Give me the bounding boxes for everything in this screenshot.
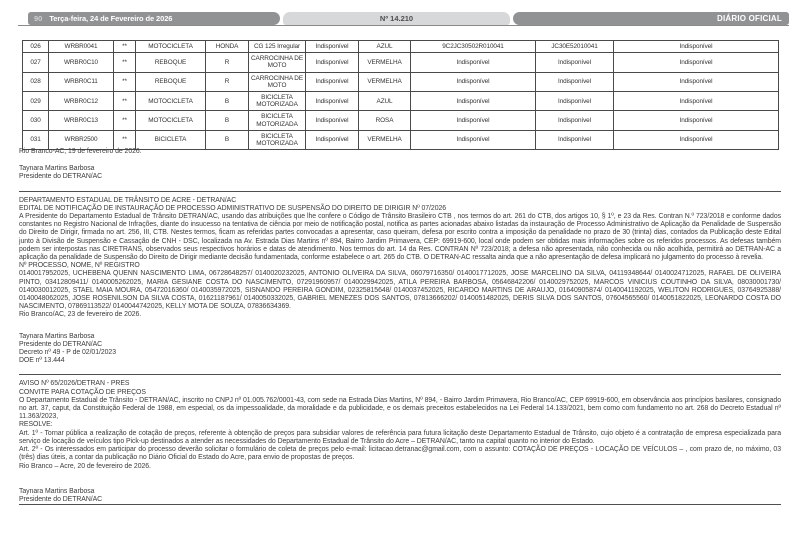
signatory-title: Presidente do DETRAN/AC	[19, 173, 103, 181]
table-cell: REBOQUE	[136, 53, 206, 72]
table-cell: WRBR0C12	[49, 92, 114, 111]
place-date-line: Rio Branco – Acre, 20 de fevereiro de 2026.	[19, 462, 151, 470]
gazette-title: DIÁRIO OFICIAL	[716, 14, 782, 23]
edition-number: Nº 14.210	[379, 14, 414, 23]
table-cell: 030	[23, 111, 49, 130]
table-row	[23, 72, 779, 91]
table-cell: **	[114, 92, 136, 111]
table-cell: Indisponível	[614, 130, 779, 149]
table-cell: MOTOCICLETA	[136, 111, 206, 130]
table-cell: Indisponível	[306, 130, 359, 149]
table-cell: Indisponível	[614, 92, 779, 111]
table-cell: Indisponível	[411, 72, 536, 91]
section-divider	[19, 374, 781, 375]
table-cell: Indisponível	[306, 72, 359, 91]
aviso-art2: Art. 2º - Os interessados em participar do processo deverão solicitar o formulário de coleta de preços pelo e-mail: licitacao.detranac@gmail.com, com o assunto: COTAÇÃO DE PREÇOS - LOCAÇÃO DE VEÍCULOS – , com prazo de, no máximo, 03 (três) dias úteis, a contar da publicação no Diário Oficial do Estado do Acre, para envio de propostas de preços.	[19, 446, 781, 462]
table-cell: Indisponível	[536, 130, 614, 149]
table-cell: WRBR0C11	[49, 72, 114, 91]
table-cell: 029	[23, 92, 49, 111]
table-row	[23, 111, 779, 130]
table-cell: Indisponível	[536, 111, 614, 130]
table-cell: VERMELHA	[359, 130, 411, 149]
gazette-date: Terça-feira, 24 de Fevereiro de 2026	[49, 14, 173, 23]
vehicle-table	[22, 40, 779, 150]
table-cell: 9C2JC30502R010041	[411, 41, 536, 53]
masthead-title-segment	[513, 12, 789, 25]
document-body	[19, 148, 781, 505]
table-cell: CARROCINHA DE MOTO	[249, 72, 306, 91]
table-cell: R	[206, 72, 249, 91]
table-cell: HONDA	[206, 41, 249, 53]
table-cell: **	[114, 72, 136, 91]
table-cell: CG 125 Irregular	[249, 41, 306, 53]
table-row	[23, 130, 779, 149]
table-cell: Indisponível	[536, 72, 614, 91]
section-divider	[19, 504, 781, 505]
table-cell: Indisponível	[614, 72, 779, 91]
table-row	[23, 53, 779, 72]
table-cell: **	[114, 111, 136, 130]
signatory-decree: Decreto nº 49 - P de 02/01/2023	[19, 349, 116, 357]
table-cell: CARROCINHA DE MOTO	[249, 53, 306, 72]
masthead-edition-segment	[283, 12, 510, 25]
table-cell: VERMELHA	[359, 72, 411, 91]
table-cell: AZUL	[359, 92, 411, 111]
table-cell: 031	[23, 130, 49, 149]
table-cell: MOTOCICLETA	[136, 92, 206, 111]
table-cell: MOTOCICLETA	[136, 41, 206, 53]
table-cell: Indisponível	[306, 92, 359, 111]
signatory-name: Taynara Martins Barbosa	[19, 332, 95, 340]
section-divider	[19, 191, 781, 192]
edital-title: EDITAL DE NOTIFICAÇÃO DE INSTAURAÇÃO DE PROCESSO ADMINISTRATIVO DE SUSPENSÃO DO DIREITO DE DIRIGIR Nº 07/2026	[19, 204, 447, 212]
table-cell: BICICLETA	[136, 130, 206, 149]
table-cell: VERMELHA	[359, 53, 411, 72]
table-cell: **	[114, 41, 136, 53]
table-cell: 026	[23, 41, 49, 53]
aviso-number: AVISO Nº 65/2026/DETRAN - PRES	[19, 380, 130, 388]
table-cell: REBOQUE	[136, 72, 206, 91]
table-cell: BICICLETA MOTORIZADA	[249, 130, 306, 149]
edital-section	[19, 197, 781, 366]
table-cell: R	[206, 53, 249, 72]
process-list-header: Nº PROCESSO, NOME, Nº REGISTRO	[19, 262, 140, 270]
table-row	[23, 41, 779, 53]
table-cell: Indisponível	[411, 130, 536, 149]
table-cell: B	[206, 111, 249, 130]
resolve-label: RESOLVE:	[19, 421, 53, 429]
signature-block	[19, 165, 781, 181]
table-cell: 027	[23, 53, 49, 72]
signature-block	[19, 333, 781, 366]
place-date-line: Rio Branco/AC, 23 de fevereiro de 2026.	[19, 311, 142, 319]
table-cell: B	[206, 92, 249, 111]
table-cell: **	[114, 130, 136, 149]
signatory-doe: DOE nº 13.444	[19, 357, 65, 365]
signature-block	[19, 488, 781, 504]
table-cell: WRBR2500	[49, 130, 114, 149]
table-cell: Indisponível	[614, 53, 779, 72]
process-list: 0140017952025, UCHEBENA QUENN NASCIMENTO LIMA, 06728648257/ 0140020232025, ANTONIO OLIVEIRA DA SILVA, 06079716350/ 0140017712025, JOSE MARCELINO DA SILVA, 04119348644/ 0140024712025, RAFAEL DE OLIVEIRA PINTO, 03412809411/ 0140005262025, MARIA GESIANE COSTA DO NASCIMENTO, 07291960957/ 0140029942025, ATILA PEREIRA BARBOSA, 05646842206/ 0140029752025, MARCOS VINICIUS COUTINHO DA SILVA, 08030001730/ 0140030012025, STAEL MAIA MOURA, 05472016360/ 0140035972025, SISNANDO PEREIRA GONDIM, 02325815648/ 0140037452025, RICARDO MARTINS DE ARAUJO, 01640905874/ 0140041192025, WELITON RODRIGUES, 03764925388/ 0140048062025, JOSE ROSENILSON DA SILVA COSTA, 01621187961/ 0140050332025, GABRIEL MENEZES DOS SANTOS, 07813666202/ 0140051482025, DERIS SILVA DOS SANTOS, 07604565560/ 0140051822025, LEONARDO COSTA DO NASCIMENTO, 07869113522/ 0140044742025, KELLY MOTA DE SOUZA, 07836634369.	[19, 270, 781, 311]
table-cell: WRBR0C13	[49, 111, 114, 130]
table-cell: B	[206, 130, 249, 149]
signatory-name: Taynara Martins Barbosa	[19, 165, 95, 173]
table-cell: Indisponível	[614, 111, 779, 130]
signatory-title: Presidente do DETRAN/AC	[19, 495, 103, 503]
table-cell: ROSA	[359, 111, 411, 130]
table-cell: Indisponível	[614, 41, 779, 53]
table-cell: BICICLETA MOTORIZADA	[249, 111, 306, 130]
masthead-date-segment	[28, 12, 280, 25]
masthead-bar	[0, 12, 793, 26]
table-cell: Indisponível	[306, 111, 359, 130]
table-cell: Indisponível	[306, 53, 359, 72]
department-heading: DEPARTAMENTO ESTADUAL DE TRÂNSITO DE ACRE - DETRAN/AC	[19, 196, 237, 204]
table-cell: AZUL	[359, 41, 411, 53]
masthead-baseline	[18, 25, 789, 26]
aviso-title: CONVITE PARA COTAÇÃO DE PREÇOS	[19, 388, 146, 396]
aviso-section	[19, 380, 781, 504]
place-date-line: Rio Branco-AC, 19 de fevereiro de 2026.	[19, 148, 142, 155]
table-cell: BICICLETA MOTORIZADA	[249, 92, 306, 111]
table-cell: WRBR0041	[49, 41, 114, 53]
signatory-name: Taynara Martins Barbosa	[19, 487, 95, 495]
table-row	[23, 92, 779, 111]
aviso-intro: O Departamento Estadual de Trânsito - DETRAN/AC, inscrito no CNPJ nº 01.005.762/0001-43, com sede na Estrada Dias Martins, Nº 894, - Bairro Jardim Primavera, Rio Branco/AC, CEP 69919-600, em observância aos princípios basilares, consignado no art. 37, caput, da Constituição Federal de 1988, em especial, os da impessoalidade, da moralidade e da publicidade, e os demais preceitos estabelecidos na Lei Federal 14.133/2021, bem como com fundamento no art. 268 do Decreto Estadual nº 11.363/2023,	[19, 396, 781, 421]
signatory-title: Presidente do DETRAN/AC	[19, 340, 103, 348]
table-cell: Indisponível	[411, 92, 536, 111]
table-cell: **	[114, 53, 136, 72]
table-cell: Indisponível	[411, 111, 536, 130]
table-cell: Indisponível	[536, 53, 614, 72]
table-cell: WRBR0C10	[49, 53, 114, 72]
edital-body: A Presidente do Departamento Estadual de Trânsito DETRAN/AC, usando das atribuições que lhe confere o Código de Trânsito Brasileiro CTB , nos termos do art. 261 do CTB, dos artigos 10, § 1º, e 23 da Res. Contran N.º 723/2018 e conforme dados constantes no Registro Nacional de Infrações, diante do insucesso na tentativa de ciência por meio de notificação postal, notifica as partes acionadas abaixo listadas da instauração de Processo Administrativo de Aplicação da Penalidade de Suspensão do Direito de Dirigir, firmada no art. 256, III, CTB. Nestes termos, ficam as referidas partes convocadas a apresentar, caso queiram, defesa por escrito contra a imposição da penalidade no prazo de 30 (trinta) dias, contados da Publicação deste Edital junto à Divisão de Suspensão e Cassação de CNH - DSC, localizada na Av. Estrada Dias Martins nº 894, Bairro Jardim Primavera, CEP: 69919-600, local onde podem ser obtidas mais informações sobre os referidos processos. As defesas também podem ser interpostas nas CIRETRANS, observados seus respectivos horários e datas de atendimento. Nos termos do art. 14 da Res. CONTRAN Nº 723/2018; a defesa não apresentada, não conhecida ou não acolhida, permitirá ao DETRAN-AC a aplicação da penalidade de Suspensão do Direito de Dirigir mediante decisão fundamentada, conforme estabelece o art. 265 do CTB. O DETRAN-AC ressalta ainda que a não apresentação de defesa implicará no julgamento do processo à revelia.	[19, 213, 781, 262]
table-cell: JC30E52010041	[536, 41, 614, 53]
table-cell: Indisponível	[411, 53, 536, 72]
table-cell: 028	[23, 72, 49, 91]
table-cell: Indisponível	[306, 41, 359, 53]
aviso-art1: Art. 1º - Tornar pública a realização de cotação de preços, referente à obtenção de preços para subsidiar valores de referência para futura licitação deste Departamento Estadual de Trânsito, cujo objeto é a contratação de empresa especializada para serviço de locação de veículos tipo Pick-up destinados a atender as necessidades do Departamento Estadual de Trânsito do Acre – DETRAN/AC, tanto na capital quanto no interior do Estado.	[19, 429, 781, 445]
table-cell: Indisponível	[536, 92, 614, 111]
page-number: 90	[34, 14, 43, 23]
